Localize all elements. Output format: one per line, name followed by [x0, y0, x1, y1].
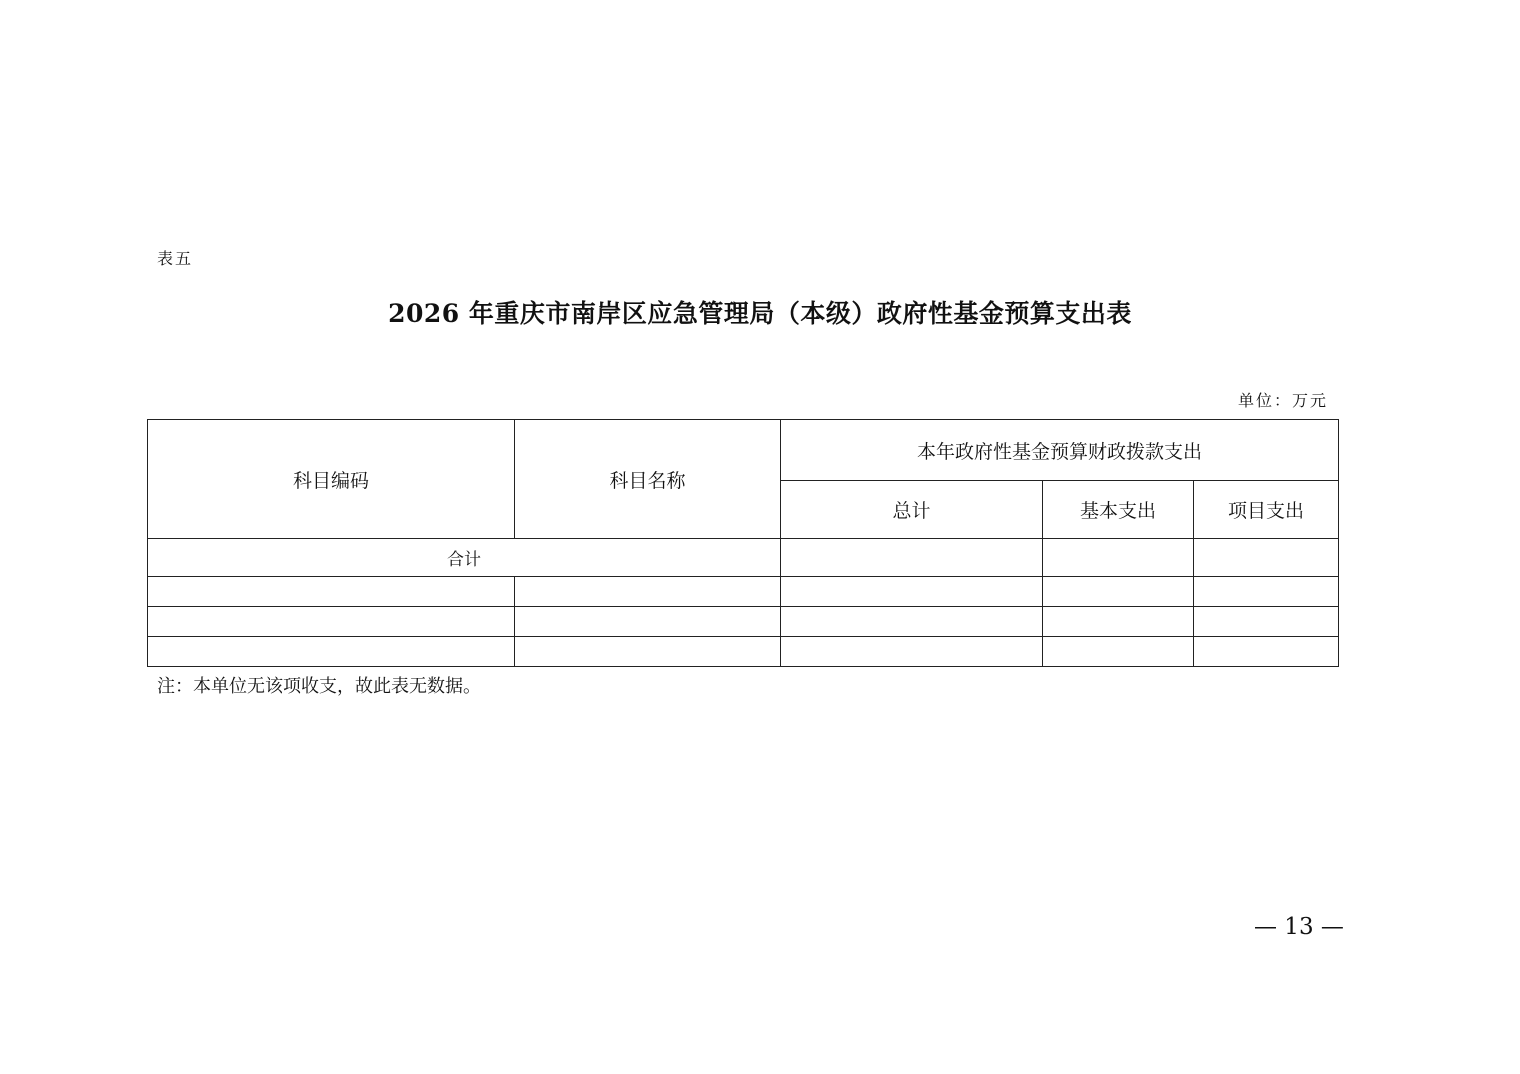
row-name-cell — [515, 607, 781, 637]
page-title: 2026 年重庆市南岸区应急管理局（本级）政府性基金预算支出表 — [388, 299, 1132, 328]
row-basic-cell — [1043, 607, 1194, 637]
row-total-cell — [781, 637, 1043, 667]
table-row — [148, 607, 1339, 637]
total-row — [148, 539, 1339, 577]
table-label: 表五 — [157, 249, 194, 268]
row-total-cell — [781, 607, 1043, 637]
row-total-cell — [781, 577, 1043, 607]
header-subject-name: 科目名称 — [515, 420, 781, 539]
unit-label: 单位：万元 — [1237, 391, 1328, 410]
page-number: — 13 — — [1254, 914, 1344, 940]
row-name-cell — [515, 577, 781, 607]
row-code-cell — [148, 577, 515, 607]
row-project-cell — [1194, 577, 1339, 607]
header-subject-code: 科目编码 — [148, 420, 515, 539]
row-code-cell — [148, 607, 515, 637]
total-row-basic-cell — [1043, 539, 1194, 577]
table-row — [148, 577, 1339, 607]
header-project-expenditure: 项目支出 — [1194, 481, 1339, 539]
footnote: 注：本单位无该项收支，故此表无数据。 — [157, 676, 481, 697]
total-row-project-cell — [1194, 539, 1339, 577]
total-label-cell: 合计 — [148, 539, 781, 577]
table-row — [148, 637, 1339, 667]
row-code-cell — [148, 637, 515, 667]
row-project-cell — [1194, 607, 1339, 637]
total-row-total-cell — [781, 539, 1043, 577]
row-name-cell — [515, 637, 781, 667]
header-basic-expenditure: 基本支出 — [1043, 481, 1194, 539]
header-total: 总计 — [781, 481, 1043, 539]
budget-table — [147, 419, 1339, 667]
row-basic-cell — [1043, 637, 1194, 667]
row-project-cell — [1194, 637, 1339, 667]
row-basic-cell — [1043, 577, 1194, 607]
header-fund-expenditure-group: 本年政府性基金预算财政拨款支出 — [781, 420, 1339, 481]
header-row-top — [148, 420, 1339, 481]
